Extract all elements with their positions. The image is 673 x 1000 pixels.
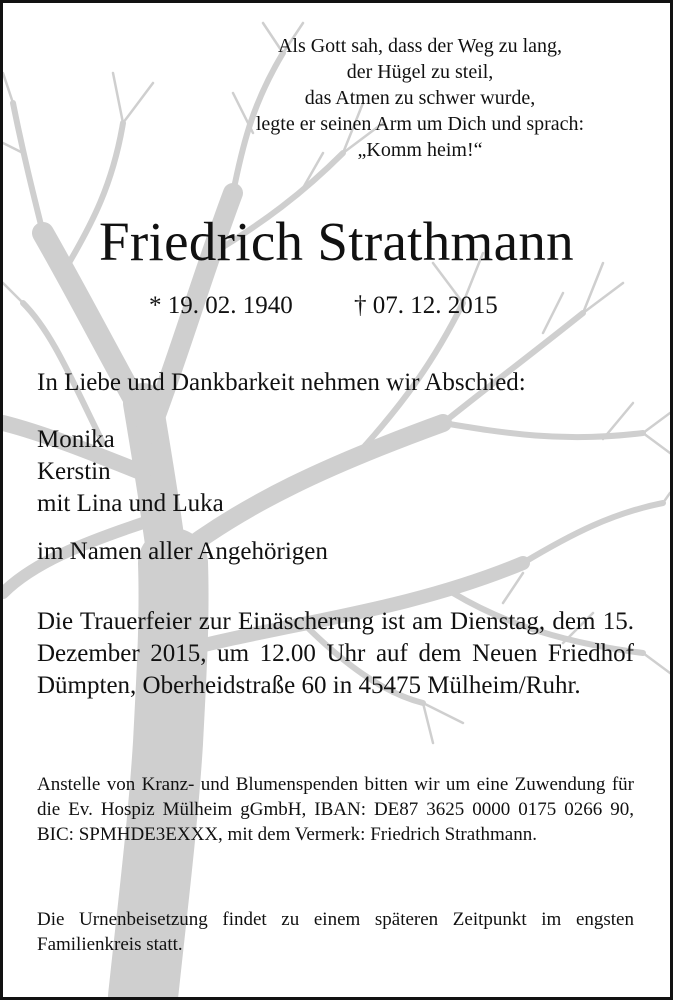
death-date: † 07. 12. 2015 <box>354 292 498 319</box>
burial-paragraph: Die Urnenbeisetzung findet zu einem späteren Zeitpunkt im engsten Familienkreis statt. <box>37 909 634 955</box>
verse-line: legte er seinen Arm um Dich und sprach: <box>255 113 585 135</box>
farewell-text: In Liebe und Dankbarkeit nehmen wir Abschied: <box>37 369 526 396</box>
verse-line: „Komm heim!“ <box>357 139 483 161</box>
mourner-name: Monika <box>37 426 115 453</box>
deceased-name: Friedrich Strathmann <box>99 211 574 272</box>
mourner-name: mit Lina und Luka <box>37 490 224 517</box>
service-paragraph: Die Trauerfeier zur Einäscherung ist am Dienstag, dem 15. Dezember 2015, um 12.00 Uhr auf dem Neuen Friedhof Dümpten, Oberheidstraße 60 in 45475 Mülheim/Ruhr. <box>37 608 634 699</box>
verse-line: das Atmen zu schwer wurde, <box>304 87 536 109</box>
birth-date: * 19. 02. 1940 <box>149 292 293 319</box>
mourner-name: Kerstin <box>37 458 111 485</box>
on-behalf-text: im Namen aller Angehörigen <box>37 538 328 565</box>
verse-line: der Hügel zu steil, <box>346 61 494 83</box>
donation-paragraph: Anstelle von Kranz- und Blumenspenden bitten wir um eine Zuwendung für die Ev. Hospiz Mülheim gGmbH, IBAN: DE87 3625 0000 0175 0266 90, BIC: SPMHDE3EXXX, mit dem Vermerk: Friedrich Strathmann. <box>37 774 634 845</box>
verse-line: Als Gott sah, dass der Weg zu lang, <box>277 35 563 57</box>
